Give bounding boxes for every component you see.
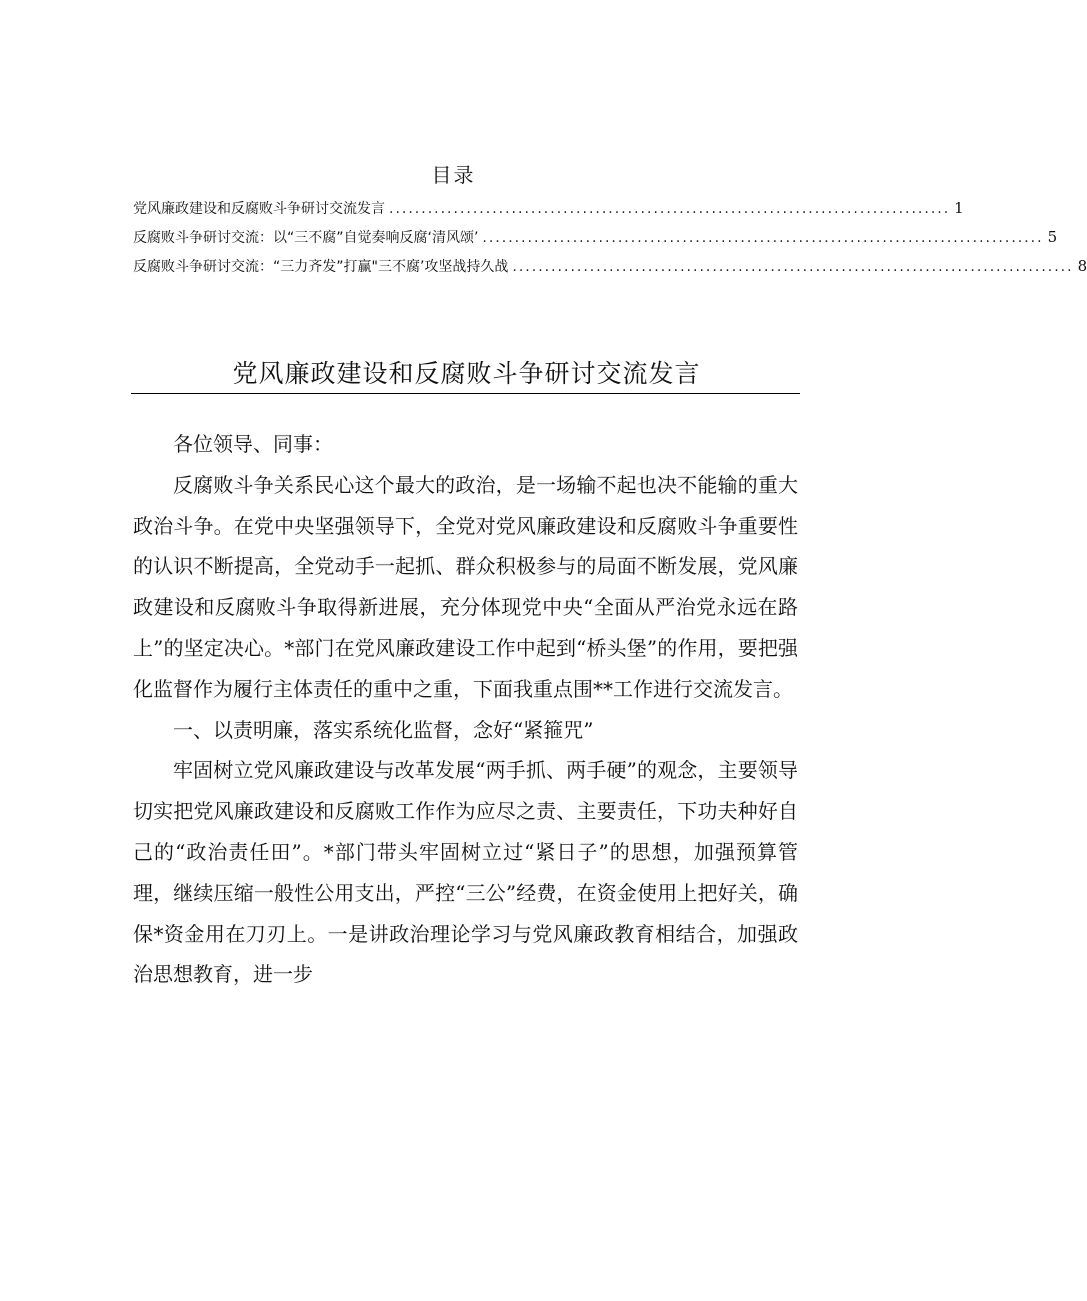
table-of-contents [133, 160, 1087, 281]
toc-leader-dots: ....................................................................................... [482, 230, 1044, 246]
toc-entry-text: 反腐败斗争研讨交流：“三力齐发”打赢"三不腐’攻坚战持久战 [133, 259, 509, 275]
body-paragraph: 牢固树立党风廉政建设与改革发展“两手抓、两手硬”的观念，主要领导切实把党风廉政建设和反腐败工作作为应尽之责、主要责任，下功夫种好自己的“政治责任田”。*部门带头牢固树立过“紧日子”的思想，加强预算管理，继续压缩一般性公用支出，严控“三公”经费，在资金使用上把好关，确保*资金用在刀刃上。一是讲政治理论学习与党风廉政教育相结合，加强政治思想教育，进一步 [133, 758, 798, 987]
toc-entry-text: 党风廉政建设和反腐败斗争研讨交流发言 [133, 201, 385, 217]
salutation: 各位领导、同事： [173, 432, 333, 456]
section-heading: 一、以责明廉，落实系统化监督，念好“紧箍咒” [173, 717, 594, 742]
toc-entry[interactable] [133, 194, 964, 223]
toc-entry-text: 反腐败斗争研讨交流：以“三不腐”自觉奏响反腐‘清风颂’ [133, 230, 479, 246]
title-divider [131, 393, 800, 394]
toc-leader-dots: ....................................................................................... [389, 201, 951, 217]
toc-leader-dots: ....................................................................................... [512, 259, 1074, 275]
body-paragraph: 反腐败斗争关系民心这个最大的政治，是一场输不起也决不能输的重大政治斗争。在党中央坚强领导下，全党对党风廉政建设和反腐败斗争重要性的认识不断提高，全党动手一起抓、群众积极参与的局面不断发展，党风廉政建设和反腐败斗争取得新进展，充分体现党中央“全面从严治党永远在路上”的坚定决心。*部门在党风廉政建设工作中起到“桥头堡”的作用，要把强化监督作为履行主体责任的重中之重，下面我重点围**工作进行交流发言。 [133, 472, 798, 701]
toc-entry[interactable] [133, 223, 1058, 252]
document-body [133, 424, 798, 995]
toc-entry-page: 5 [1047, 228, 1058, 246]
toc-entry-page: 8 [1077, 257, 1087, 275]
toc-entry-page: 1 [954, 199, 964, 217]
toc-title: 目录 [431, 163, 476, 187]
toc-entry[interactable] [133, 252, 1087, 281]
document-title: 党风廉政建设和反腐败斗争研讨交流发言 [232, 359, 701, 388]
